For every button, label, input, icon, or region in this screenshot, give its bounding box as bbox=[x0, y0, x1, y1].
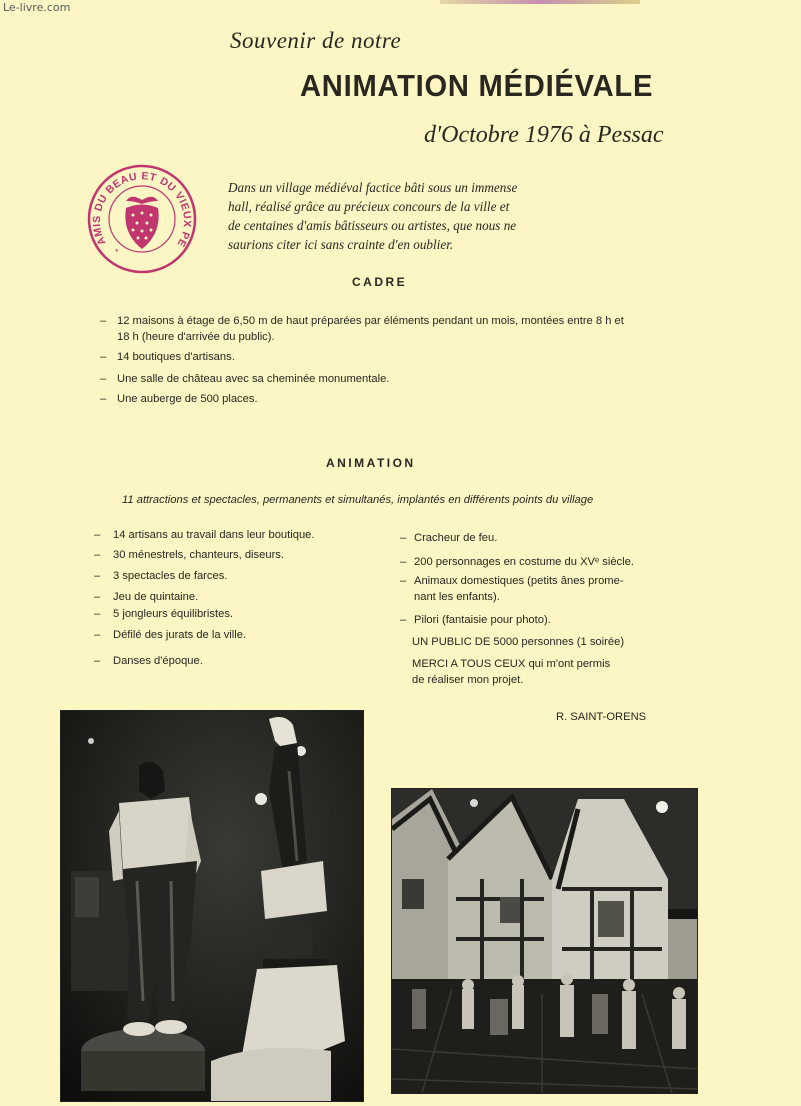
list-item-text: 14 boutiques d'artisans. bbox=[117, 351, 235, 363]
list-item bbox=[100, 372, 389, 387]
list-item bbox=[94, 590, 198, 605]
dash-bullet: – bbox=[400, 614, 407, 626]
list-item-text: Défilé des jurats de la ville. bbox=[113, 629, 247, 641]
svg-text:AMIS DU BEAU ET DU VIEUX PESSA: AMIS DU BEAU ET DU VIEUX PE bbox=[90, 170, 194, 250]
list-item-text: 200 personnages en costume du XVᵉ siècle. bbox=[414, 556, 634, 568]
list-item bbox=[94, 528, 315, 543]
list-item-text: 14 artisans au travail dans leur boutique. bbox=[113, 529, 315, 541]
dash-bullet: – bbox=[94, 549, 101, 561]
animation-subheading: 11 attractions et spectacles, permanents et simultanés, implantés en différents points du village bbox=[122, 494, 594, 506]
list-item bbox=[400, 555, 634, 570]
photo-performers bbox=[60, 710, 364, 1102]
list-item bbox=[94, 569, 227, 584]
header-souvenir: Souvenir de notre bbox=[230, 28, 402, 53]
page-title: ANIMATION MÉDIÉVALE bbox=[300, 68, 654, 103]
list-item bbox=[100, 392, 258, 407]
list-item-text: Animaux domestiques (petits ânes prome- bbox=[414, 575, 624, 587]
list-item-text: Jeu de quintaine. bbox=[113, 591, 199, 603]
list-item bbox=[100, 350, 235, 365]
list-item bbox=[94, 548, 284, 563]
list-item bbox=[94, 607, 233, 622]
dash-bullet: – bbox=[94, 529, 101, 541]
list-item-continuation bbox=[400, 590, 500, 605]
dash-bullet: – bbox=[94, 655, 101, 667]
thanks-line: MERCI A TOUS CEUX qui m'ont permis bbox=[412, 658, 611, 670]
list-item bbox=[94, 628, 246, 643]
intro-line: saurions citer ici sans crainte d'en oublier. bbox=[228, 237, 454, 252]
strawberry-icon bbox=[125, 197, 158, 249]
dash-bullet: – bbox=[94, 570, 101, 582]
dash-bullet: – bbox=[100, 351, 107, 363]
dash-bullet: – bbox=[100, 393, 107, 405]
header-subtitle: d'Octobre 1976 à Pessac bbox=[424, 122, 664, 148]
dash-bullet: – bbox=[94, 608, 101, 620]
intro-line: Dans un village médiéval factice bâti sous un immense bbox=[228, 180, 518, 195]
dash-bullet: – bbox=[100, 373, 107, 385]
dash-bullet: – bbox=[400, 556, 407, 568]
section-heading-cadre: CADRE bbox=[352, 275, 408, 289]
intro-line: de centaines d'amis bâtisseurs ou artistes, que nous ne bbox=[228, 218, 517, 233]
list-item bbox=[400, 613, 551, 628]
closing-notes bbox=[412, 636, 662, 688]
list-item-text: Une auberge de 500 places. bbox=[117, 393, 258, 405]
site-watermark: Le-livre.com bbox=[3, 1, 71, 14]
list-item bbox=[400, 531, 497, 546]
association-stamp bbox=[86, 163, 198, 275]
list-item bbox=[94, 654, 203, 669]
intro-line: hall, réalisé grâce au précieux concours de la ville et bbox=[228, 199, 510, 214]
dash-bullet: – bbox=[94, 591, 101, 603]
signature: R. SAINT-ORENS bbox=[556, 711, 647, 723]
dash-bullet: – bbox=[94, 629, 101, 641]
list-item-text: 5 jongleurs équilibristes. bbox=[113, 608, 234, 620]
list-item-text: 30 ménestrels, chanteurs, diseurs. bbox=[113, 549, 285, 561]
top-color-strip bbox=[440, 0, 640, 4]
dash-bullet: – bbox=[400, 532, 407, 544]
list-item bbox=[400, 574, 624, 589]
public-count-line: UN PUBLIC DE 5000 personnes (1 soirée) bbox=[412, 636, 625, 648]
list-item-text: Cracheur de feu. bbox=[414, 532, 498, 544]
dash-bullet: – bbox=[400, 575, 407, 587]
photo-medieval-village bbox=[391, 788, 698, 1094]
list-item-text: Une salle de château avec sa cheminée monumentale. bbox=[117, 373, 390, 385]
list-item-text: Danses d'époque. bbox=[113, 655, 203, 667]
list-item-text: 12 maisons à étage de 6,50 m de haut préparées par éléments pendant un mois, montées entre 8 h et bbox=[117, 315, 624, 327]
list-item-text: 3 spectacles de farces. bbox=[113, 570, 228, 582]
list-item-text: nant les enfants). bbox=[414, 591, 500, 603]
list-item-continuation bbox=[100, 330, 275, 345]
section-heading-animation: ANIMATION bbox=[326, 456, 416, 470]
list-item-text: 18 h (heure d'arrivée du public). bbox=[117, 331, 275, 343]
svg-text:*: * bbox=[115, 247, 119, 257]
list-item-text: Pilori (fantaisie pour photo). bbox=[414, 614, 551, 626]
thanks-line-2: de réaliser mon projet. bbox=[412, 674, 524, 686]
intro-paragraph bbox=[228, 178, 578, 254]
dash-bullet: – bbox=[100, 315, 107, 327]
stamp-seal bbox=[86, 163, 198, 275]
list-item bbox=[100, 314, 624, 329]
